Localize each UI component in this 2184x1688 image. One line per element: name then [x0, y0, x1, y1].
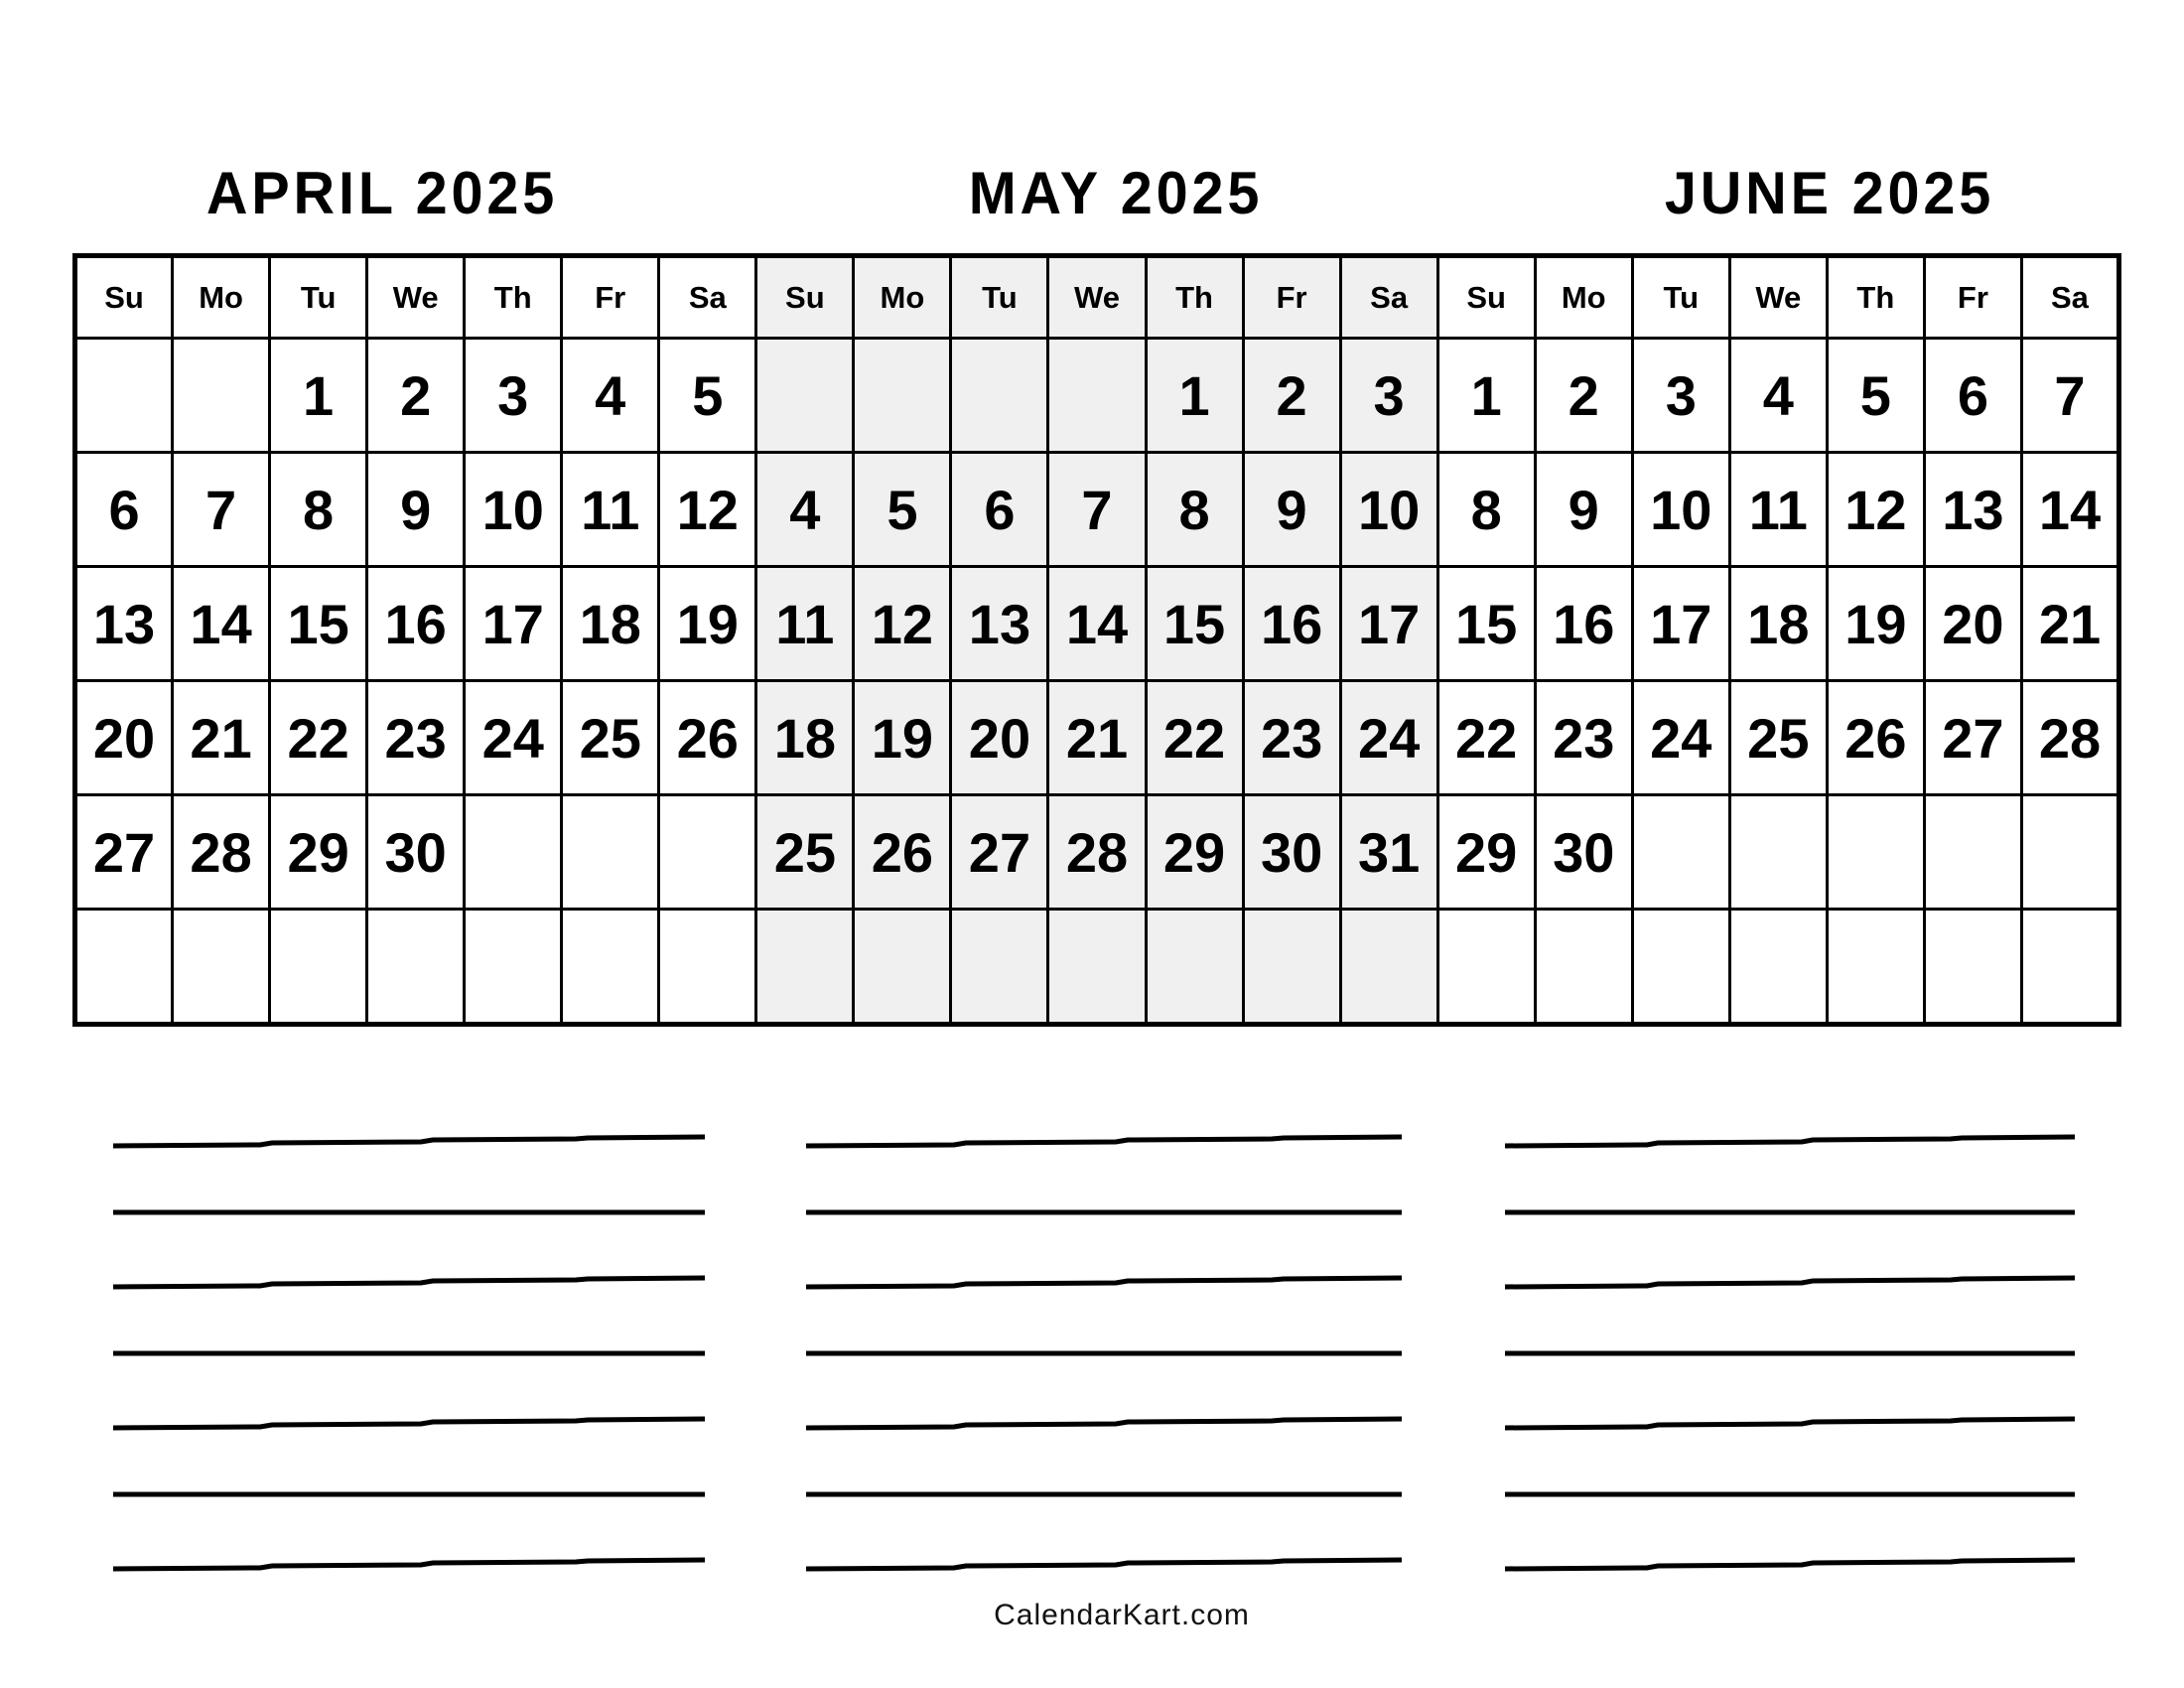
date-cell-april [75, 339, 173, 453]
date-cell-april [465, 795, 562, 910]
date-cell-may [756, 910, 854, 1025]
date-cell-april: 2 [367, 339, 465, 453]
day-header-cell-may: Fr [1243, 256, 1340, 339]
date-cell-may [1048, 910, 1146, 1025]
date-cell-april [173, 910, 270, 1025]
month-title-april: APRIL 2025 [205, 160, 559, 226]
date-cell-june: 20 [1924, 567, 2021, 681]
date-cell-june: 10 [1632, 453, 1729, 567]
date-cell-june: 23 [1535, 681, 1632, 795]
day-header-row [75, 256, 2119, 339]
day-header-cell-april: Tu [270, 256, 367, 339]
week-row [75, 910, 2119, 1025]
note-line [806, 1278, 1402, 1287]
date-cell-may: 21 [1048, 681, 1146, 795]
date-cell-may: 22 [1146, 681, 1243, 795]
date-cell-may: 8 [1146, 453, 1243, 567]
note-line [1505, 1560, 2075, 1569]
week-row [75, 453, 2119, 567]
date-cell-may: 11 [756, 567, 854, 681]
date-cell-june: 12 [1827, 453, 1924, 567]
date-cell-april: 12 [659, 453, 756, 567]
date-cell-june: 17 [1632, 567, 1729, 681]
date-cell-may: 15 [1146, 567, 1243, 681]
date-cell-may [951, 910, 1048, 1025]
date-cell-june: 28 [2021, 681, 2118, 795]
date-cell-may: 3 [1340, 339, 1437, 453]
note-line [1505, 1137, 2075, 1146]
date-cell-april: 9 [367, 453, 465, 567]
day-header-cell-may: Th [1146, 256, 1243, 339]
date-cell-june [1437, 910, 1535, 1025]
date-cell-june: 15 [1437, 567, 1535, 681]
date-cell-april: 25 [562, 681, 659, 795]
date-cell-june: 18 [1729, 567, 1827, 681]
date-cell-may: 16 [1243, 567, 1340, 681]
date-cell-may: 23 [1243, 681, 1340, 795]
day-header-cell-april: Fr [562, 256, 659, 339]
date-cell-april: 15 [270, 567, 367, 681]
date-cell-april: 21 [173, 681, 270, 795]
date-cell-april: 3 [465, 339, 562, 453]
date-cell-june: 3 [1632, 339, 1729, 453]
date-cell-june: 30 [1535, 795, 1632, 910]
day-header-cell-june: Sa [2021, 256, 2118, 339]
date-cell-may: 19 [854, 681, 951, 795]
date-cell-june [2021, 910, 2118, 1025]
month-title-may: MAY 2025 [968, 160, 1264, 226]
week-row [75, 567, 2119, 681]
date-cell-june: 7 [2021, 339, 2118, 453]
date-cell-may: 13 [951, 567, 1048, 681]
date-cell-may: 24 [1340, 681, 1437, 795]
date-cell-june: 16 [1535, 567, 1632, 681]
date-cell-june: 5 [1827, 339, 1924, 453]
date-cell-may [1048, 339, 1146, 453]
date-cell-june: 6 [1924, 339, 2021, 453]
date-cell-april [659, 795, 756, 910]
notes-lines-column [1503, 1120, 2077, 1587]
date-cell-june: 1 [1437, 339, 1535, 453]
date-cell-june: 9 [1535, 453, 1632, 567]
date-cell-april: 6 [75, 453, 173, 567]
date-cell-may: 10 [1340, 453, 1437, 567]
date-cell-june: 13 [1924, 453, 2021, 567]
date-cell-june [1827, 910, 1924, 1025]
week-row [75, 795, 2119, 910]
date-cell-june: 8 [1437, 453, 1535, 567]
date-cell-may [1146, 910, 1243, 1025]
date-cell-june [1535, 910, 1632, 1025]
date-cell-may: 9 [1243, 453, 1340, 567]
date-cell-april: 7 [173, 453, 270, 567]
date-cell-april: 29 [270, 795, 367, 910]
date-cell-may [854, 910, 951, 1025]
date-cell-june [1632, 795, 1729, 910]
day-header-cell-april: Su [75, 256, 173, 339]
calendar-grid [72, 253, 2121, 1027]
date-cell-may [1243, 910, 1340, 1025]
date-cell-may: 2 [1243, 339, 1340, 453]
date-cell-may: 26 [854, 795, 951, 910]
date-cell-april [659, 910, 756, 1025]
date-cell-april: 22 [270, 681, 367, 795]
note-line [113, 1419, 705, 1428]
date-cell-june [1729, 910, 1827, 1025]
date-cell-april: 19 [659, 567, 756, 681]
day-header-cell-may: Sa [1340, 256, 1437, 339]
footer-site-name: CalendarKart.com [994, 1599, 1250, 1631]
date-cell-april [75, 910, 173, 1025]
date-cell-april: 13 [75, 567, 173, 681]
date-cell-april: 11 [562, 453, 659, 567]
date-cell-april [562, 795, 659, 910]
date-cell-may: 27 [951, 795, 1048, 910]
note-line [113, 1560, 705, 1569]
date-cell-april [367, 910, 465, 1025]
date-cell-april: 8 [270, 453, 367, 567]
day-header-cell-april: We [367, 256, 465, 339]
day-header-cell-june: We [1729, 256, 1827, 339]
note-line [1505, 1419, 2075, 1428]
date-cell-april [562, 910, 659, 1025]
day-header-cell-april: Mo [173, 256, 270, 339]
date-cell-may [1340, 910, 1437, 1025]
day-header-cell-may: Su [756, 256, 854, 339]
date-cell-april: 24 [465, 681, 562, 795]
date-cell-april: 28 [173, 795, 270, 910]
date-cell-april: 20 [75, 681, 173, 795]
date-cell-may: 30 [1243, 795, 1340, 910]
date-cell-june: 14 [2021, 453, 2118, 567]
date-cell-may: 18 [756, 681, 854, 795]
date-cell-may: 7 [1048, 453, 1146, 567]
date-cell-april: 10 [465, 453, 562, 567]
date-cell-june [1632, 910, 1729, 1025]
day-header-cell-june: Fr [1924, 256, 2021, 339]
date-cell-june: 26 [1827, 681, 1924, 795]
date-cell-june [1924, 795, 2021, 910]
date-cell-june [2021, 795, 2118, 910]
date-cell-june [1924, 910, 2021, 1025]
date-cell-april: 26 [659, 681, 756, 795]
date-cell-april: 18 [562, 567, 659, 681]
date-cell-may: 25 [756, 795, 854, 910]
date-cell-april [270, 910, 367, 1025]
date-cell-april: 4 [562, 339, 659, 453]
note-line [806, 1560, 1402, 1569]
date-cell-may: 28 [1048, 795, 1146, 910]
date-cell-june: 4 [1729, 339, 1827, 453]
date-cell-may [756, 339, 854, 453]
day-header-cell-may: Tu [951, 256, 1048, 339]
date-cell-june: 27 [1924, 681, 2021, 795]
day-header-cell-june: Tu [1632, 256, 1729, 339]
date-cell-may: 14 [1048, 567, 1146, 681]
date-cell-june: 11 [1729, 453, 1827, 567]
note-line [806, 1137, 1402, 1146]
date-cell-june: 24 [1632, 681, 1729, 795]
note-line [806, 1419, 1402, 1428]
date-cell-june: 2 [1535, 339, 1632, 453]
date-cell-april: 27 [75, 795, 173, 910]
date-cell-june [1729, 795, 1827, 910]
notes-lines-column [804, 1120, 1404, 1587]
day-header-cell-june: Mo [1535, 256, 1632, 339]
date-cell-june: 29 [1437, 795, 1535, 910]
day-header-cell-may: Mo [854, 256, 951, 339]
date-cell-april [173, 339, 270, 453]
notes-lines-column [111, 1120, 707, 1587]
date-cell-may: 5 [854, 453, 951, 567]
date-cell-may: 31 [1340, 795, 1437, 910]
date-cell-may: 1 [1146, 339, 1243, 453]
date-cell-may: 29 [1146, 795, 1243, 910]
month-title-june: JUNE 2025 [1664, 160, 1995, 226]
date-cell-may: 20 [951, 681, 1048, 795]
date-cell-june: 22 [1437, 681, 1535, 795]
date-cell-may: 17 [1340, 567, 1437, 681]
date-cell-june: 21 [2021, 567, 2118, 681]
week-row [75, 339, 2119, 453]
date-cell-april: 14 [173, 567, 270, 681]
note-line [113, 1278, 705, 1287]
date-cell-april: 5 [659, 339, 756, 453]
week-row [75, 681, 2119, 795]
date-cell-may [951, 339, 1048, 453]
date-cell-june: 25 [1729, 681, 1827, 795]
note-line [1505, 1278, 2075, 1287]
date-cell-april: 30 [367, 795, 465, 910]
date-cell-april: 16 [367, 567, 465, 681]
date-cell-june: 19 [1827, 567, 1924, 681]
date-cell-june [1827, 795, 1924, 910]
date-cell-april: 1 [270, 339, 367, 453]
note-line [113, 1137, 705, 1146]
date-cell-may [854, 339, 951, 453]
day-header-cell-april: Sa [659, 256, 756, 339]
day-header-cell-june: Su [1437, 256, 1535, 339]
day-header-cell-june: Th [1827, 256, 1924, 339]
date-cell-april: 17 [465, 567, 562, 681]
day-header-cell-april: Th [465, 256, 562, 339]
date-cell-april: 23 [367, 681, 465, 795]
date-cell-may: 4 [756, 453, 854, 567]
date-cell-may: 6 [951, 453, 1048, 567]
date-cell-april [465, 910, 562, 1025]
day-header-cell-may: We [1048, 256, 1146, 339]
date-cell-may: 12 [854, 567, 951, 681]
